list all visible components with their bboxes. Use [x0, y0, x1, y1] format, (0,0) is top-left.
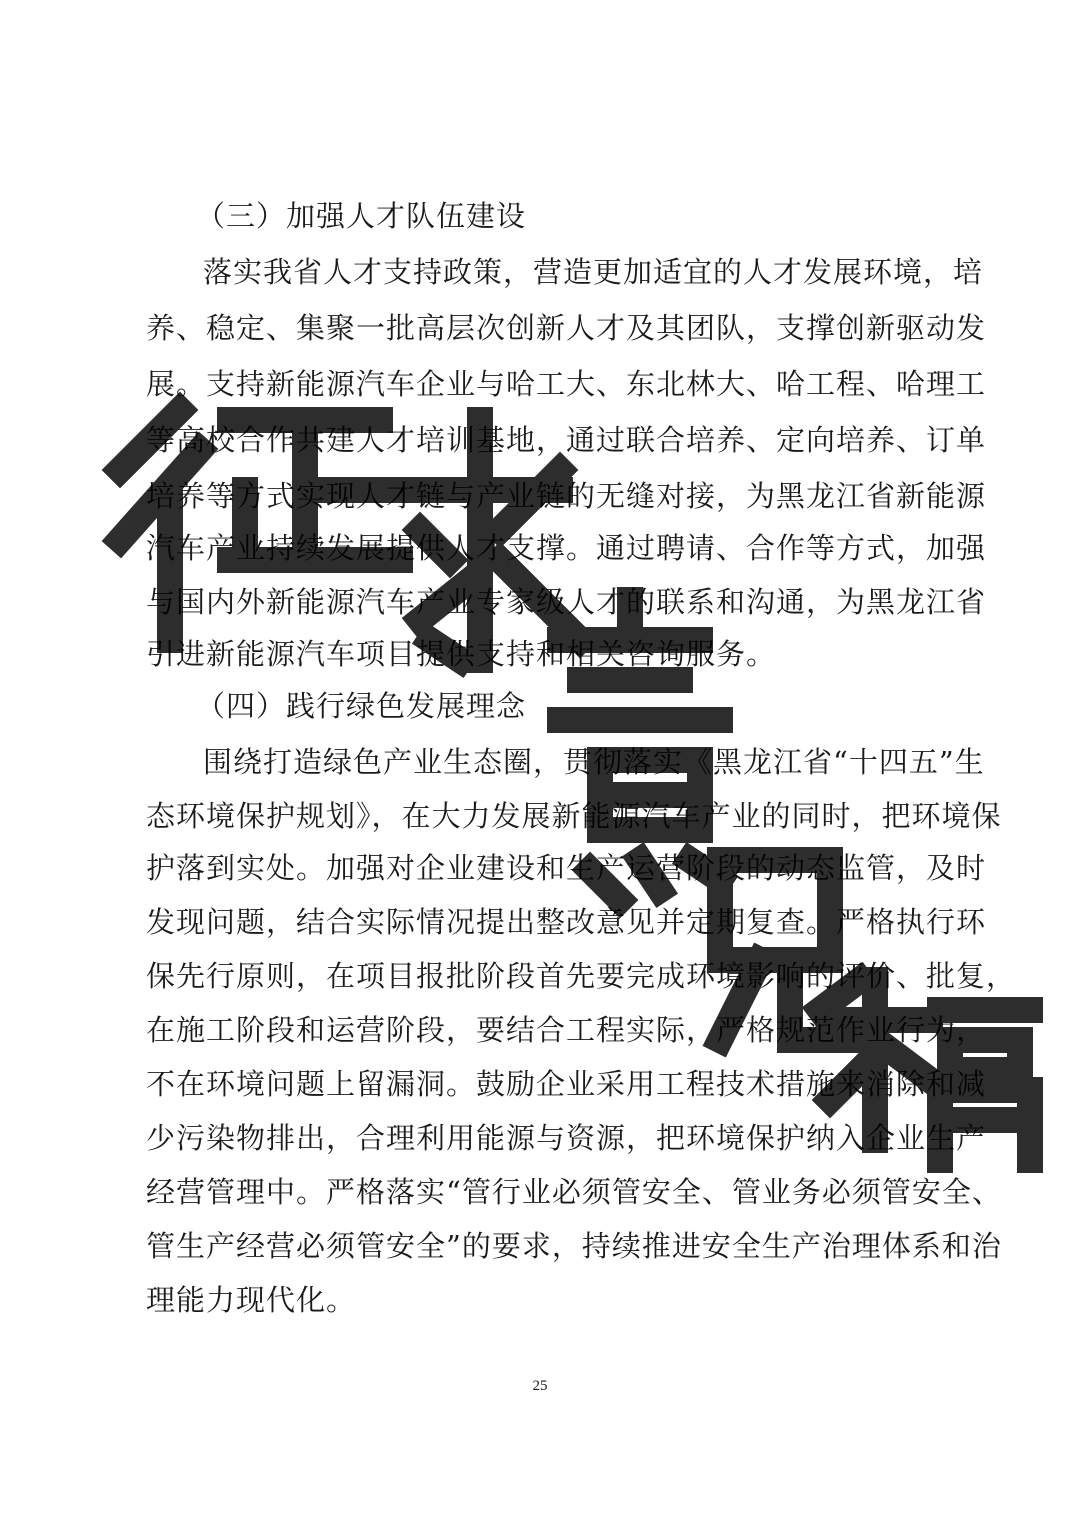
paragraph-line: 围绕打造绿色产业生态圈，贯彻落实《黑龙江省“十四五”生 [203, 745, 985, 779]
paragraph-line: 管生产经营必须管安全”的要求，持续推进安全生产治理体系和治 [146, 1229, 1002, 1263]
paragraph-line: 理能力现代化。 [146, 1283, 357, 1317]
paragraph-line: 在施工阶段和运营阶段，要结合工程实际，严格规范作业行为， [146, 1013, 987, 1047]
paragraph-line: 养、稳定、集聚一批高层次创新人才及其团队，支撑创新驱动发 [146, 311, 987, 345]
paragraph-line: 引进新能源汽车项目提供支持和相关咨询服务。 [146, 637, 777, 671]
paragraph-line: 少污染物排出，合理利用能源与资源，把环境保护纳入企业生产 [146, 1121, 987, 1155]
paragraph-line: 汽车产业持续发展提供人才支撑。通过聘请、合作等方式，加强 [146, 531, 987, 565]
section-heading-4: （四）践行绿色发展理念 [196, 689, 527, 723]
paragraph-line: 护落到实处。加强对企业建设和生产运营阶段的动态监管，及时 [146, 851, 987, 885]
paragraph-line: 展。支持新能源汽车企业与哈工大、东北林大、哈工程、哈理工 [146, 367, 987, 401]
paragraph-line: 保先行原则，在项目报批阶段首先要完成环境影响的评价、批复， [146, 959, 1017, 993]
paragraph-line: 培养等方式实现人才链与产业链的无缝对接，为黑龙江省新能源 [146, 479, 987, 513]
paragraph-line: 等高校合作共建人才培训基地，通过联合培养、定向培养、订单 [146, 423, 987, 457]
page-number: 25 [532, 1378, 548, 1394]
paragraph-line: 经营管理中。严格落实“管行业必须管安全、管业务必须管安全、 [146, 1175, 1002, 1209]
paragraph-line: 不在环境问题上留漏洞。鼓励企业采用工程技术措施来消除和减 [146, 1067, 987, 1101]
paragraph-line: 落实我省人才支持政策，营造更加适宜的人才发展环境，培 [203, 255, 984, 289]
paragraph-line: 发现问题，结合实际情况提出整改意见并定期复查。严格执行环 [146, 905, 987, 939]
paragraph-line: 与国内外新能源汽车产业专家级人才的联系和沟通，为黑龙江省 [146, 585, 987, 619]
paragraph-line: 态环境保护规划》，在大力发展新能源汽车产业的同时，把环境保 [146, 799, 1002, 833]
section-heading-3: （三）加强人才队伍建设 [196, 199, 527, 233]
